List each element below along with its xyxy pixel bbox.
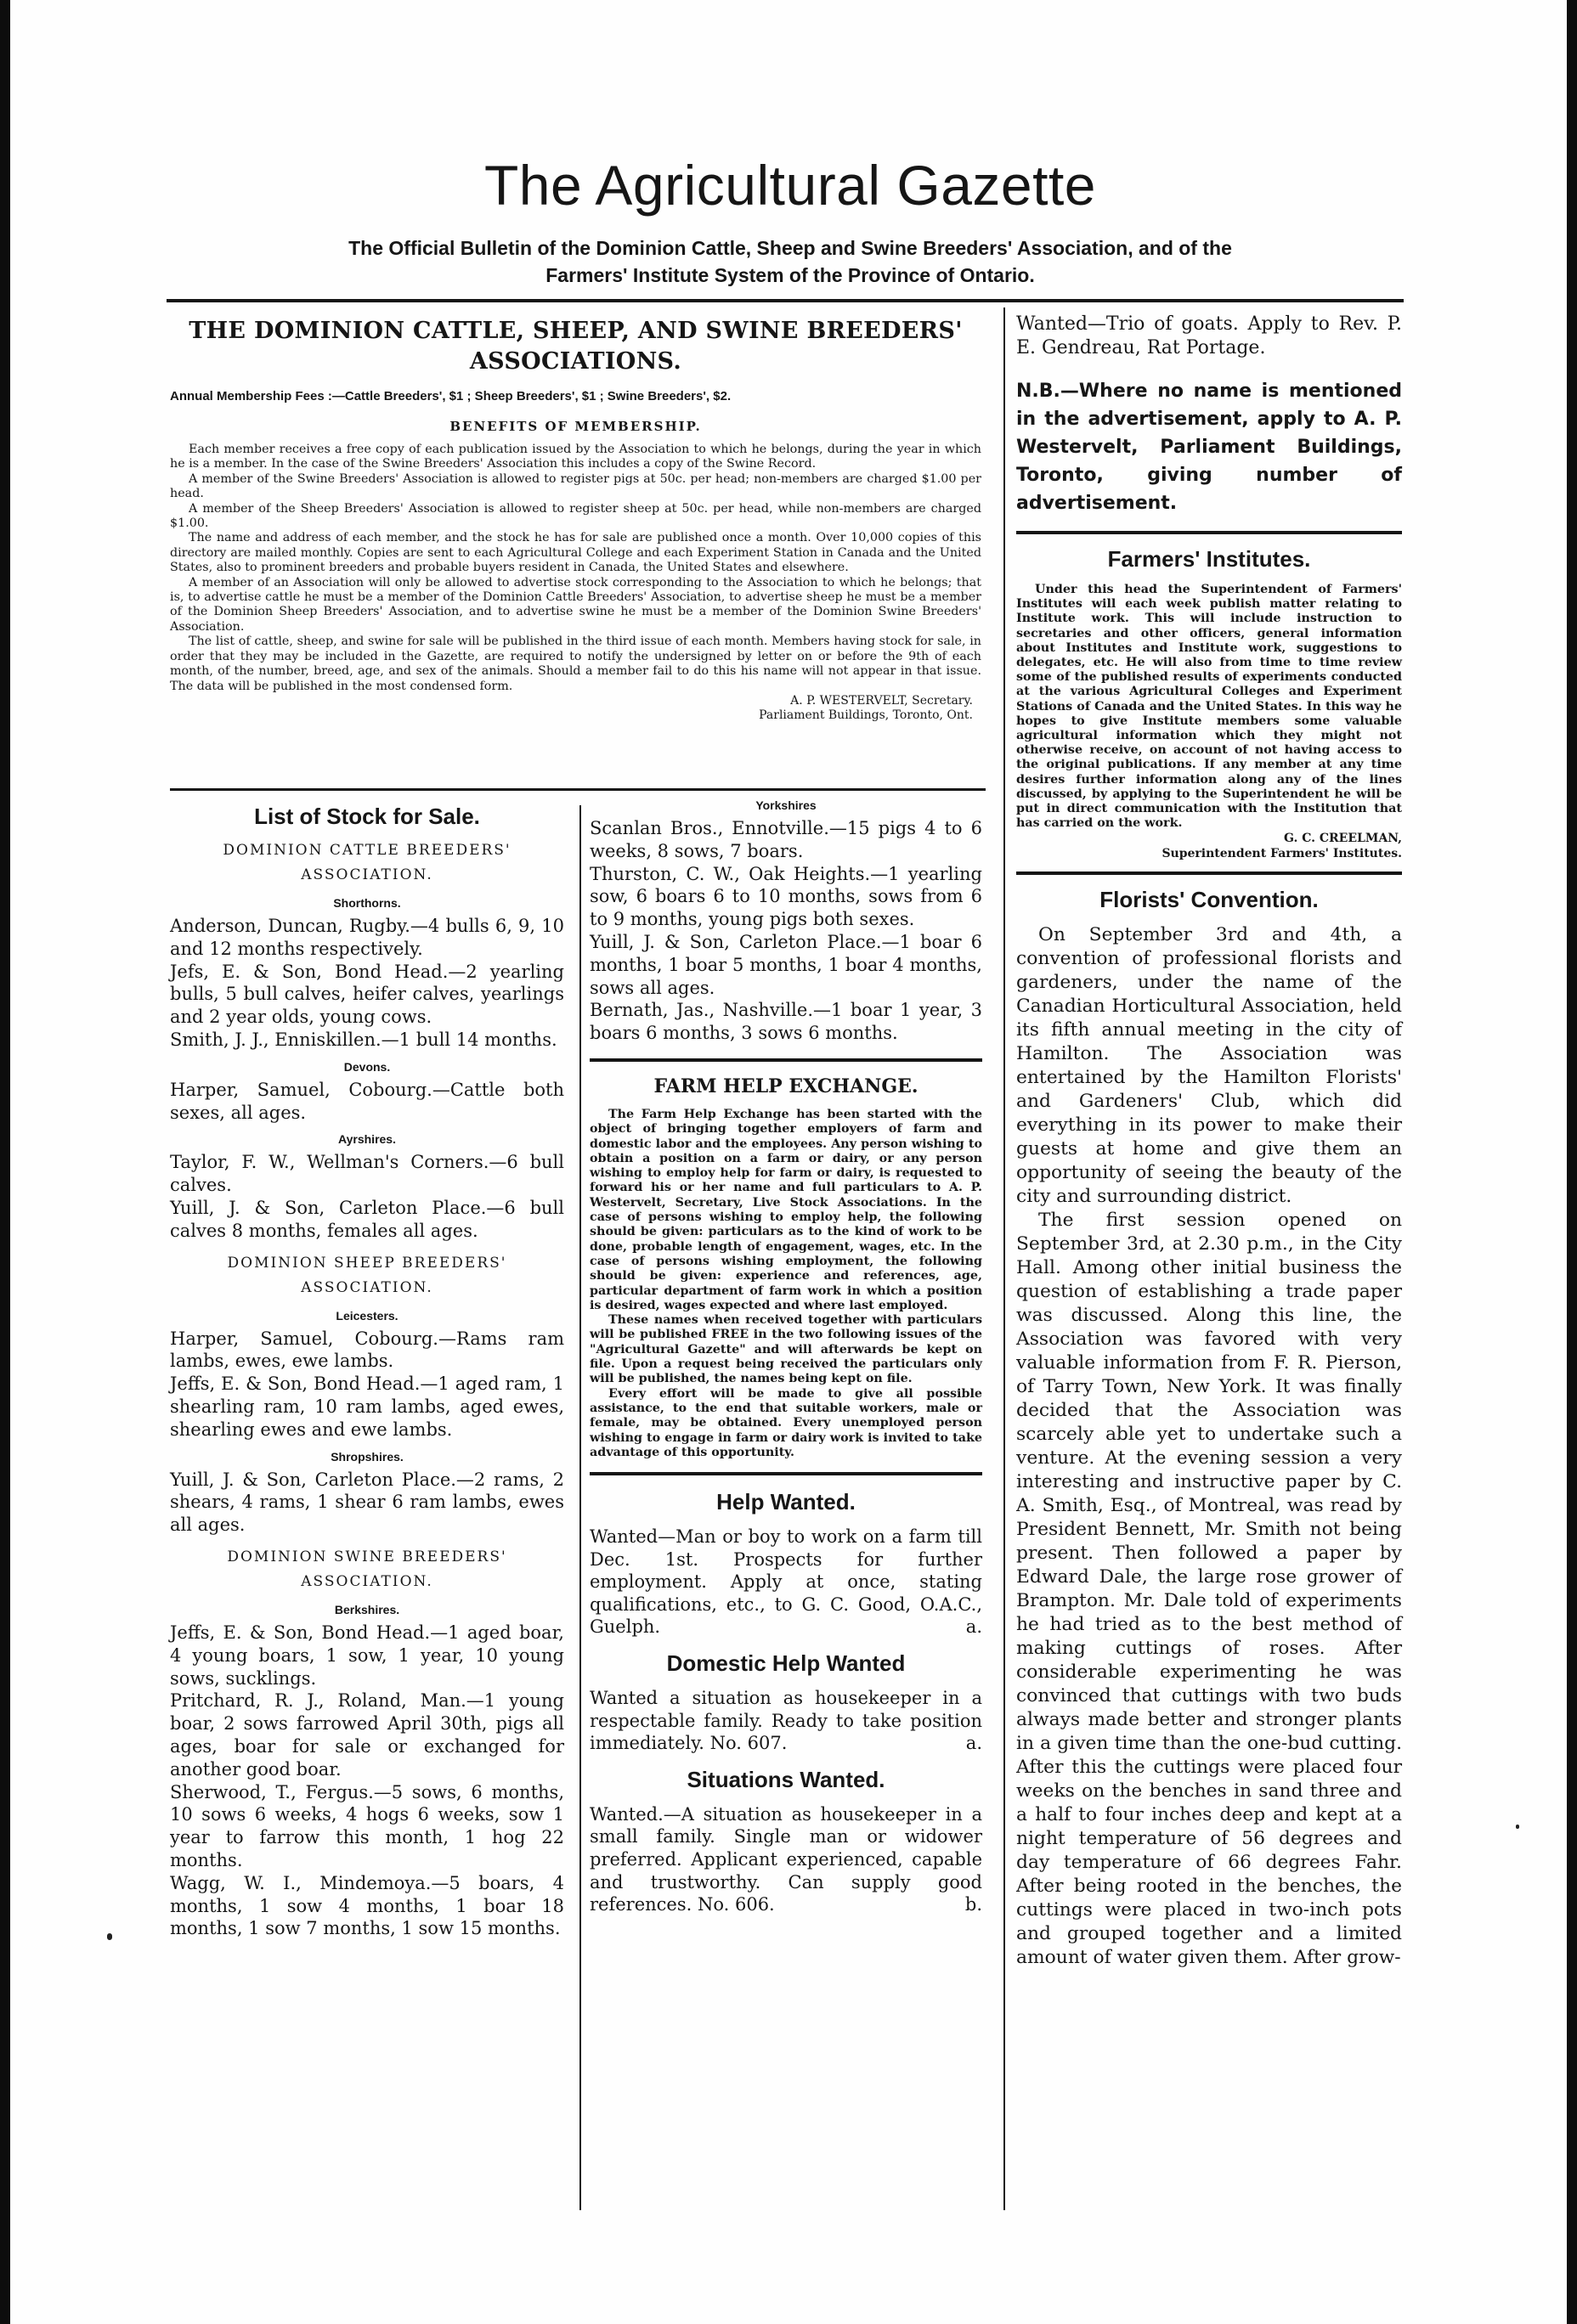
stock-entry: Wagg, W. I., Mindemoya.—5 boars, 4 months, 1 sow 4 months, 1 boar 18 months, 1 sow 7 months, 1 sow 15 months. (170, 1872, 564, 1939)
breed-heading-shropshires: Shropshires. (331, 1449, 404, 1464)
ad-tag: a. (965, 1616, 982, 1638)
stock-entry: Jeffs, E. & Son, Bond Head.—1 aged boar, 4 young boars, 1 sow, 1 year, 10 young sows, sucklings. (170, 1622, 564, 1689)
breed-heading-berkshires: Berkshires. (334, 1602, 400, 1616)
institutes-text (1016, 583, 1402, 831)
stock-list-column (170, 804, 564, 1940)
associations-headline-line2: ASSOCIATIONS. (469, 348, 682, 375)
scan-speck (107, 1933, 112, 1940)
scan-border-left (0, 0, 10, 2324)
situations-heading: Situations Wanted. (687, 1766, 885, 1792)
benefits-paragraph: A member of the Sheep Breeders' Association is allowed to register sheep at 50c. per head, while non-members are charged $1.00. (170, 501, 981, 531)
stock-entry: Jefs, E. & Son, Bond Head.—2 yearling bulls, 5 bull calves, heifer calves, yearlings and 2 year olds, young cows. (170, 961, 564, 1028)
associations-rule (170, 788, 986, 791)
benefits-heading: BENEFITS OF MEMBERSHIP. (449, 419, 702, 434)
ad-tag: a. (965, 1733, 982, 1754)
institutes-rule (1016, 531, 1402, 534)
right-column (1016, 313, 1402, 1970)
associations-headline (170, 316, 981, 377)
benefits-paragraph: A member of the Swine Breeders' Association is allowed to register pigs at 50c. per head; non-members are charged $1.00 per head. (170, 471, 981, 501)
secretary-address: Parliament Buildings, Toronto, Ont. (759, 708, 973, 722)
superintendent-name: G. C. CREELMAN, (1284, 832, 1402, 846)
secretary-name: A. P. WESTERVELT, Secretary. (790, 693, 973, 708)
domestic-help-heading: Domestic Help Wanted (666, 1650, 906, 1677)
farm-help-paragraph: The Farm Help Exchange has been started with the object of bringing together employers of farm and domestic labor and the employees. Any person wishing to obtain a position on a farm or dairy, or any person wishing to employ help for farm or dairy, is requested to forward his or her name and full particulars to A. P. Westervelt, Secretary, Live Stock Associations. In the case of persons wishing to employ help, the following should be given: particulars as to the kind of work to be done, probable length of engagement, wages, etc. In the case of persons wishing employment, the following should be given: experience and references, age, particular department of farm work in which a position is desired, wages expected and where last employed. (590, 1107, 982, 1312)
institutes-heading: Farmers' Institutes. (1107, 546, 1311, 572)
stock-list-heading: List of Stock for Sale. (254, 804, 480, 829)
scan-speck (1516, 1825, 1519, 1829)
stock-entry: Anderson, Duncan, Rugby.—4 bulls 6, 9, 10 and 12 months respectively. (170, 916, 564, 959)
farm-help-paragraph: Every effort will be made to give all possible assistance, to the end that suitable workers, male or female, may be obtained. Every unemployed person wishing to engage in farm or dairy work is invited to take advantage of this opportunity. (590, 1386, 982, 1459)
florists-heading: Florists' Convention. (1099, 887, 1319, 913)
stock-entry: Yuill, J. & Son, Carleton Place.—1 boar 6 months, 1 boar 5 months, 1 boar 4 months, sows all ages. (590, 931, 982, 998)
institutes-signature (1016, 831, 1402, 861)
stock-entry: Sherwood, T., Fergus.—5 sows, 6 months, 10 sows 6 weeks, 4 hogs 6 weeks, sow 1 year to farrow this month, 1 hog 22 months. (170, 1781, 564, 1870)
stock-entry: Pritchard, R. J., Roland, Man.—1 young boar, 2 sows farrowed April 30th, pigs all ages, boar for sale or exchanged for another good boar. (170, 1690, 564, 1780)
superintendent-title: Superintendent Farmers' Institutes. (1162, 847, 1402, 861)
masthead-rule (167, 299, 1404, 302)
benefits-text (170, 443, 981, 694)
stock-entry: Harper, Samuel, Cobourg.—Rams ram lambs, ewes, ewe lambs. (170, 1328, 564, 1372)
institutes-paragraph: Under this head the Superintendent of Farmers' Institutes will each week publish matter relating to Institute work. This will include instruction to secretaries and other officers, general information about Institutes and Institute work, suggestions to delegates, etc. He will also from time to time review some of the published results of experiments conducted at the various Agricultural Colleges and Experiment Stations of Canada and the United States. In this way he hopes to give Institute members some valuable agricultural information which they might not otherwise receive, on account of not having access to the original publications. If any member at any time desires further information along any of the lines discussed, by applying to the Superintendent he will be put in direct communication with the Institution that has carried on the work. (1016, 583, 1402, 831)
farm-help-paragraph: These names when received together with particulars will be published FREE in the two following issues of the "Agricultural Gazette" and will afterwards be kept on file. Upon a request being received the particulars only will be published, the names being kept on file. (590, 1313, 982, 1386)
membership-fees: Annual Membership Fees :—Cattle Breeders', $1 ; Sheep Breeders', $1 ; Swine Breeders', $2. (170, 389, 732, 403)
florists-text (1016, 923, 1402, 1970)
farm-help-text (590, 1108, 982, 1460)
situations-body: Wanted.—A situation as housekeeper in a small family. Single man or widower preferred. Applicant experienced, capable and trustworthy. Can supply good references. No. 606. (590, 1803, 982, 1915)
farm-help-heading: FARM HELP EXCHANGE. (653, 1075, 919, 1097)
associations-headline-line1: THE DOMINION CATTLE, SHEEP, AND SWINE BREEDERS' (189, 318, 963, 344)
sheep-association-heading: DOMINION SHEEP BREEDERS' ASSOCIATION. (227, 1254, 507, 1296)
benefits-paragraph: A member of an Association will only be allowed to advertise stock corresponding to the Association to which he belongs; that is, to advertise cattle he must be a member of the Dominion Cattle Breeders' Association, to advertise sheep he must be a member of the Dominion Sheep Breeders' Association, and to advertise swine he must be a member of the Dominion Swine Breeders' Association. (170, 575, 981, 634)
swine-association-heading: DOMINION SWINE BREEDERS' ASSOCIATION. (227, 1548, 507, 1590)
florists-paragraph: The first session opened on September 3rd, at 2.30 p.m., in the City Hall. Among other initial business the question of establishing a trade paper was discussed. Along this line, the Association was favored with very valuable information from F. R. Pierson, of Tarry Town, New York. It was finally decided that the Association was scarcely able yet to undertake such a venture. At the evening session a very interesting and instructive paper by C. A. Smith, Esq., of Montreal, was read by President Bennett, Mr. Smith not being present. Then followed a paper by Edward Dale, the large rose grower of Brampton. Mr. Dale told of experiments he had tried as to the best method of making cuttings of roses. After considerable experimenting he was convinced that cuttings with two buds always made better and stronger plants in a given time than the one-bud cutting. After this the cuttings were placed four weeks on the benches in sand three and a half to four inches deep and kept at a night temperature of 56 degrees and day temperature of 66 degrees Fahr. After being rooted in the benches, the cuttings were placed in two-inch pots and grouped together and a limited amount of water given them. After grow- (1016, 1210, 1402, 1969)
masthead (272, 153, 1309, 289)
florists-paragraph: On September 3rd and 4th, a convention of professional florists and gardeners, under the name of the Canadian Horticultural Association, held its fifth annual meeting in the city of Hamilton. The Association was entertained by the Hamilton Florists' and Gardeners' Club, which did everything in its power to make their guests at home and give them an opportunity of seeing the beauty of the city and surrounding district. (1016, 924, 1402, 1208)
stock-entry: Yuill, J. & Son, Carleton Place.—2 rams, 2 shears, 4 rams, 1 shear 6 ram lambs, ewes all ages. (170, 1469, 564, 1536)
help-wanted-heading: Help Wanted. (716, 1489, 856, 1515)
domestic-help-text (590, 1687, 982, 1755)
stock-entry: Harper, Samuel, Cobourg.—Cattle both sexes, all ages. (170, 1079, 564, 1123)
stock-entry: Smith, J. J., Enniskillen.—1 bull 14 months. (170, 1029, 557, 1050)
nb-notice: N.B.—Where no name is mentioned in the advertisement, apply to A. P. Westervelt, Parliament Buildings, Toronto, giving number of advertisement. (1016, 381, 1402, 514)
benefits-paragraph: Each member receives a free copy of each publication issued by the Association to which he belongs, during the year in which he is a member. In the case of the Swine Breeders' Association this includes a copy of the Swine Record. (170, 443, 981, 471)
breed-heading-ayrshires: Ayrshires. (338, 1132, 396, 1147)
middle-column (590, 798, 982, 1916)
page-title: The Agricultural Gazette (483, 154, 1097, 217)
benefits-paragraph: The name and address of each member, and the stock he has for sale are published once a month. Over 10,000 copies of this directory are mailed monthly. Copies are sent to each Agricultural College and each Experiment Station in Canada and the United States, also to prominent breeders and probable buyers resident in Canada, the United States and elsewhere. (170, 531, 981, 575)
secretary-signature (170, 694, 981, 723)
stock-entry: Bernath, Jas., Nashville.—1 boar 1 year, 3 boars 6 months, 3 sows 6 months. (590, 1000, 982, 1044)
situations-text (590, 1803, 982, 1916)
farm-help-rule (590, 1058, 982, 1062)
stock-entry: Scanlan Bros., Ennotville.—15 pigs 4 to 6 weeks, 8 sows, 7 boars. (590, 818, 982, 861)
scan-border-right (1567, 0, 1577, 2324)
breed-heading-devons: Devons. (343, 1059, 391, 1074)
masthead-subtitle-line2: Farmers' Institute System of the Province of Ontario. (545, 264, 1035, 286)
masthead-subtitle-line1: The Official Bulletin of the Dominion Cattle, Sheep and Swine Breeders' Association, and of the (348, 237, 1232, 259)
ad-tag: b. (964, 1894, 982, 1915)
help-wanted-text (590, 1526, 982, 1639)
breed-heading-yorkshires: Yorkshires (755, 798, 817, 812)
breed-heading-leicesters: Leicesters. (336, 1308, 398, 1323)
stock-entry: Yuill, J. & Son, Carleton Place.—6 bull calves 8 months, females all ages. (170, 1197, 564, 1241)
help-wanted-body: Wanted—Man or boy to work on a farm till Dec. 1st. Prospects for further employment. Apply at once, stating qualifications, etc., to G. C. Good, O.A.C., Guelph. (590, 1526, 982, 1638)
column-rule-left (579, 805, 581, 2210)
stock-entry: Taylor, F. W., Wellman's Corners.—6 bull calves. (170, 1152, 564, 1196)
domestic-help-body: Wanted a situation as housekeeper in a respectable family. Ready to take position immediately. No. 607. (590, 1688, 982, 1754)
goats-wanted: Wanted—Trio of goats. Apply to Rev. P. E. Gendreau, Rat Portage. (1016, 313, 1402, 358)
help-wanted-rule (590, 1472, 982, 1475)
masthead-subtitle (272, 234, 1309, 289)
benefits-paragraph: The list of cattle, sheep, and swine for sale will be published in the third issue of each month. Members having stock for sale, in order that they may be included in the Gazette, are required to notify the undersigned by letter on or before the 9th of each month, of the number, breed, age, and sex of the animals. Should a member fail to do this his name will not appear in that issue. The data will be published in the most condensed form. (170, 635, 981, 693)
florists-rule (1016, 872, 1402, 875)
stock-entry: Thurston, C. W., Oak Heights.—1 yearling sow, 6 boars 6 to 10 months, sows from 6 to 9 months, young pigs both sexes. (590, 863, 982, 930)
cattle-association-heading: DOMINION CATTLE BREEDERS' ASSOCIATION. (223, 842, 512, 883)
column-rule-right (1003, 307, 1005, 2210)
associations-section (170, 316, 981, 723)
breed-heading-shorthorns: Shorthorns. (333, 896, 401, 910)
stock-entry: Jeffs, E. & Son, Bond Head.—1 aged ram, 1 shearling ram, 10 ram lambs, aged ewes, shearling ewes and ewe lambs. (170, 1374, 564, 1440)
